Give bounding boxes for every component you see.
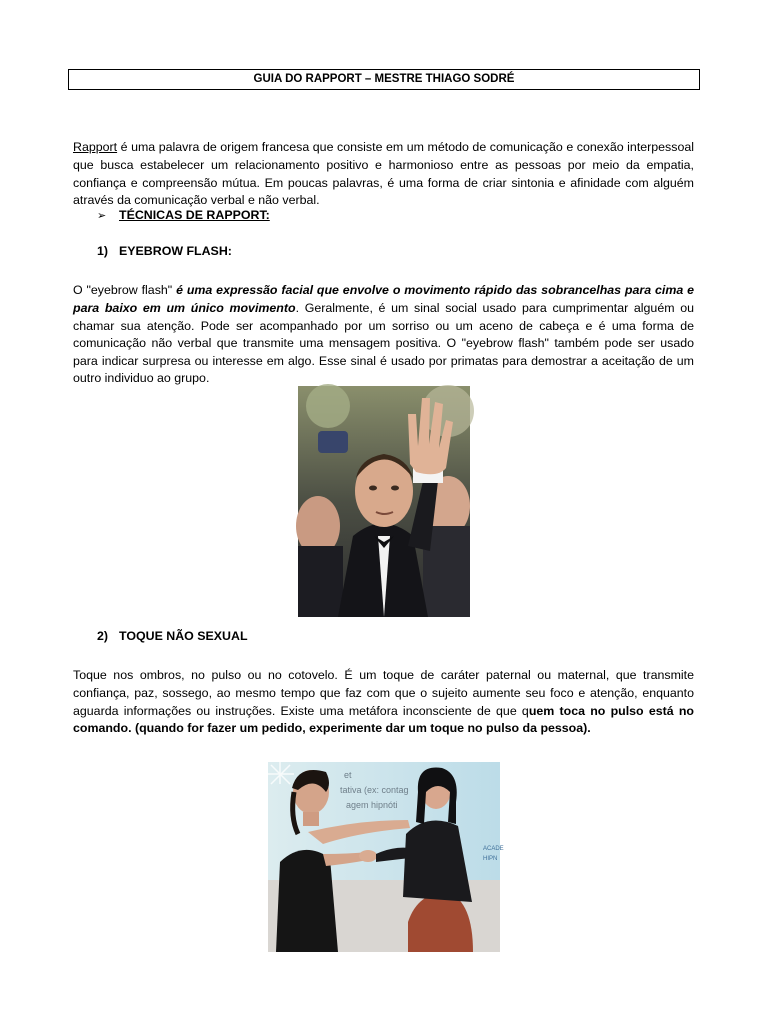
slide-text: ACADE [483,846,504,852]
paragraph-rest: . Geralmente, é um sinal social usado para cumprimentar alguém ou chamar sua atenção. Pode ser acompanhado por um sorriso ou um aceno de cabeça e é uma forma de comunicação não verbal que transmite uma mensagem positiva. O "eyebrow flash" também pode ser usado para indicar surpresa ou interesse em algo. Esse sinal é usado por primatas para demostrar a aceitação de um outro individuo ao grupo. [73,300,694,386]
toque-paragraph [73,667,694,737]
intro-term: Rapport [73,140,118,155]
slide-text: agem hipnóti [346,800,398,810]
intro-text: é uma palavra de origem francesa que consiste em um método de comunicação e conexão interpessoal que busca estabelecer um relacionamento positivo e harmonioso entre as pessoas por meio da empatia, confiança e compreensão mútua. Em poucas palavras, é uma forma de criar sintonia e afinidade com alguém através da comunicação verbal e não verbal. [73,140,694,208]
paragraph-emphasis: é uma expressão facial que envolve o movimento rápido das sobrancelhas para cima e para baixo em um único movimento [73,283,694,315]
section-number: 1) [97,244,109,258]
intro-paragraph [73,139,694,209]
eyebrow-flash-paragraph [73,282,694,388]
paragraph-emphasis: uem toca no pulso está no comando. (quando for fazer um pedido, experimente dar um toque no pulso da pessoa). [73,703,694,736]
techniques-heading [97,207,270,224]
slide-text: et [344,770,352,780]
arrow-bullet-icon: ➢ [97,210,107,222]
section-heading-label: TOQUE NÃO SEXUAL [119,629,248,643]
photo-man-waving [298,386,470,617]
document-title: GUIA DO RAPPORT – MESTRE THIAGO SODRÉ [68,69,700,90]
slide-text: tativa (ex: contag [340,785,409,795]
section-number: 2) [97,629,109,643]
section-heading-label: EYEBROW FLASH: [119,244,232,258]
paragraph-lead: O "eyebrow flash" [73,283,177,298]
techniques-heading-label: TÉCNICAS DE RAPPORT: [119,208,270,222]
slide-text: HIPN [483,856,498,862]
section-heading-eyebrow-flash [97,243,232,259]
paragraph-lead: Toque nos ombros, no pulso ou no cotovelo. É um toque de caráter paternal ou maternal, que transmite confiança, paz, sossego, ao mesmo tempo que faz com que o sujeito aumente seu foco e atenção, enquanto aguarda informações ou instruções. Existe uma metáfora inconsciente de que q [73,668,694,718]
photo-handshake [268,762,504,952]
section-heading-toque [97,628,248,644]
